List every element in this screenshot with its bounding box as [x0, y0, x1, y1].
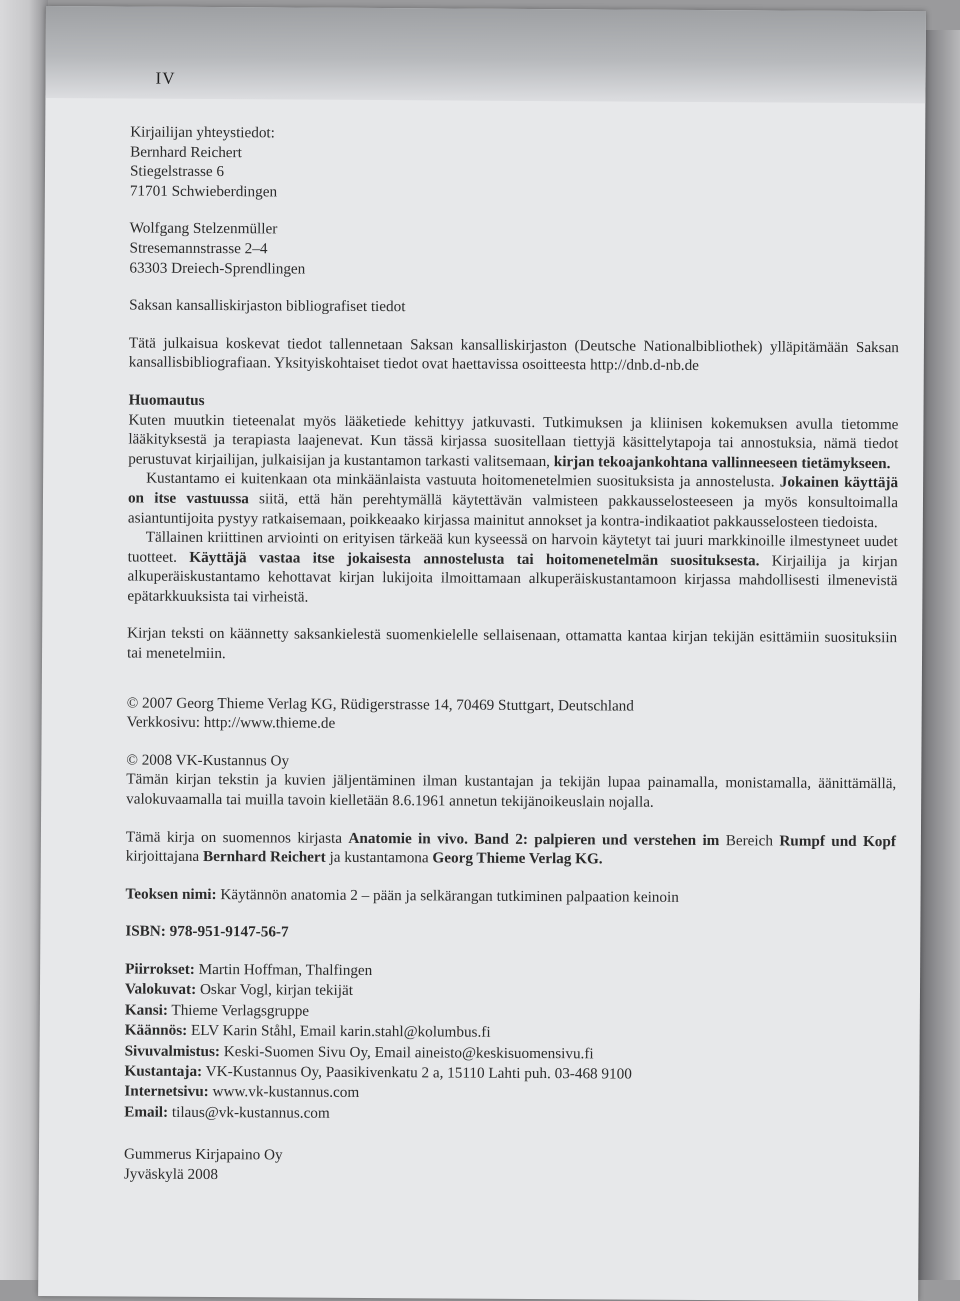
copyright-vk-text: Tämän kirjan tekstin ja kuvien jäljentäminen ilman kustantajan ja tekijän lupaa painamalla, monistamalla, äänittämällä, valokuvaamalla tai muilla tavoin kielletään 8.6.1961 annetun tekijänoikeuslain nojalla. — [126, 770, 897, 811]
printer-place-year: Jyväskylä 2008 — [123, 1165, 218, 1183]
notice-p2-text-a: Kustantamo ei kuitenkaan ota minkäänlaista vastuuta hoitomenetelmien suosituksista ja annostelusta. — [146, 469, 775, 491]
original-work-note — [126, 827, 896, 871]
notice-p3-bold: Käyttäjä vastaa itse jokaisesta annostelusta tai hoitomenetelmän suosituksesta. — [189, 548, 760, 570]
credit-label: Internetsivu: — [124, 1082, 209, 1101]
credit-value: tilaus@vk-kustannus.com — [171, 1103, 330, 1122]
credit-value: Oskar Vogl, kirjan tekijät — [199, 981, 354, 1000]
notice-p1-bold: kirjan tekoajankohtana vallinneeseen tietämykseen. — [553, 452, 891, 472]
original-text-2: Bereich — [725, 831, 774, 850]
author1-city: 71701 Schwieberdingen — [129, 182, 278, 201]
original-publisher: Georg Thieme Verlag KG. — [432, 849, 603, 868]
author2-name: Wolfgang Stelzenmüller — [129, 219, 278, 238]
credit-label: Kustantaja: — [124, 1062, 203, 1081]
copyright-thieme-line: © 2007 Georg Thieme Verlag KG, Rüdigerstrasse 14, 70469 Stuttgart, Deutschland — [126, 694, 634, 715]
copyright-thieme — [127, 693, 897, 737]
notice-paragraph-3 — [127, 528, 897, 611]
isbn-block — [125, 922, 895, 946]
page-content — [124, 123, 900, 1189]
credit-label: Sivuvalmistus: — [124, 1042, 221, 1060]
credit-value: VK-Kustannus Oy, Paasikivenkatu 2 a, 15110 Lahti puh. 03-468 9100 — [205, 1063, 632, 1083]
notice-paragraph-1 — [128, 410, 898, 473]
bibliographic-heading-block — [129, 296, 899, 320]
printer-name: Gummerus Kirjapaino Oy — [123, 1145, 283, 1164]
notice-heading: Huomautus — [128, 391, 205, 409]
author2-street: Stresemannstrasse 2–4 — [129, 239, 268, 258]
isbn: ISBN: 978-951-9147-56-7 — [125, 922, 289, 941]
credit-value: ELV Karin Ståhl, Email karin.stahl@kolumbus.fi — [190, 1022, 491, 1041]
notice-p2-bold: Jokainen käyttäjä on itse vastuussa — [127, 473, 899, 508]
author1-name: Bernhard Reichert — [130, 143, 242, 161]
original-text-4: ja kustantamona — [329, 848, 429, 867]
credit-label: Käännös: — [124, 1021, 188, 1040]
credit-value: www.vk-kustannus.com — [212, 1083, 360, 1102]
author1-street: Stiegelstrasse 6 — [129, 162, 225, 181]
page-number: IV — [155, 68, 176, 88]
credits — [124, 960, 895, 1128]
translation-note: Kirjan teksti on käännetty saksankielestä suomenkielelle sellaisenaan, ottamatta kantaa kirjan tekijän esittämiin suosituksiin tai menetelmiin. — [126, 624, 898, 663]
original-author: Bernhard Reichert — [202, 848, 326, 866]
copyright-vk-line: © 2008 VK-Kustannus Oy — [126, 751, 290, 770]
bibliographic-heading: Saksan kansalliskirjaston bibliografiset tiedot — [129, 296, 406, 316]
notice-section — [127, 390, 898, 610]
notice-p1-text: Kuten muutkin tieteenalat myös lääketiede kehittyy jatkuvasti. Tutkimuksen ja kliinisen kokemuksen avulla tietomme lääkityksestä ja terapiasta laajenevat. Kun tässä kirjassa suositellaan tiettyjä käsittelytapoja tai annostuksia, nämä tiedot perustuvat kirjailijan, julkaisijan ja kustantamon tarkasti valitsemaan, — [128, 411, 899, 470]
author2-city: 63303 Dreiech-Sprendlingen — [129, 259, 306, 278]
credit-label: Kansi: — [124, 1001, 168, 1019]
credit-value: Keski-Suomen Sivu Oy, Email aineisto@keskisuomensivu.fi — [223, 1042, 594, 1062]
credit-row — [124, 1102, 894, 1127]
notice-p3-text-c: Kirjailija ja kirjan alkuperäiskustantamo kehottavat kirjan lukijoita ilmoittamaan alkuperäiskustantamoon kirjassa mahdollisesti ilmenevistä epätarkkuuksista tai virheistä. — [127, 552, 898, 606]
original-text-1: Tämä kirja on suomennos kirjasta — [125, 828, 343, 847]
notice-p2-text-c: siitä, että hän perehtymällä käytettävän valmisteen pakkausselosteeseen ja myös konsultoimalla asiantuntijoita pystyy ratkaisemaan, poikkeaako kirjassa mainitut annokset ja kontra-indikaatiot pakkausselosteen tiedoista. — [127, 490, 899, 531]
credit-label: Email: — [124, 1103, 169, 1121]
notice-paragraph-2 — [128, 469, 898, 532]
original-title: Anatomie in vivo. Band 2: palpieren und verstehen im — [348, 829, 720, 849]
original-title-2: Rumpf und Kopf — [779, 832, 896, 850]
work-name-label: Teoksen nimi: — [125, 885, 217, 903]
bibliographic-text: Tätä julkaisua koskevat tiedot tallennetaan Saksan kansalliskirjaston (Deutsche Nationalbibliothek) ylläpitämään Saksan kansallisbibliografiaan. Yksityiskohtaiset tiedot ovat haettavissa osoitteesta http://dnb.d-nb.de — [128, 334, 899, 375]
notice-p3-text-a: Tällainen kriittinen arviointi on erityisen tärkeää kun kyseessä on harvoin käytetyt tai juuri markkinoille ilmestyneet uudet tuotteet. — [127, 528, 898, 566]
credit-value: Thieme Verlagsgruppe — [171, 1001, 310, 1020]
credit-label: Piirrokset: — [125, 960, 195, 978]
author-contact — [130, 123, 900, 206]
page-shadow-band — [45, 6, 926, 103]
book-page — [38, 6, 926, 1301]
author-contact-heading: Kirjailijan yhteystiedot: — [130, 123, 275, 142]
copyright-vk — [126, 750, 896, 813]
thieme-website: Verkkosivu: http://www.thieme.de — [126, 713, 336, 733]
credit-label: Valokuvat: — [124, 980, 197, 999]
credit-value: Martin Hoffman, Thalfingen — [198, 960, 373, 980]
author2-contact — [129, 219, 899, 282]
original-text-3: kirjoittajana — [125, 847, 200, 866]
work-name-value: Käytännön anatomia 2 – pään ja selkärangan tutkiminen palpaation keinoin — [220, 885, 679, 906]
printer-info — [124, 1145, 894, 1189]
work-name — [126, 884, 896, 908]
